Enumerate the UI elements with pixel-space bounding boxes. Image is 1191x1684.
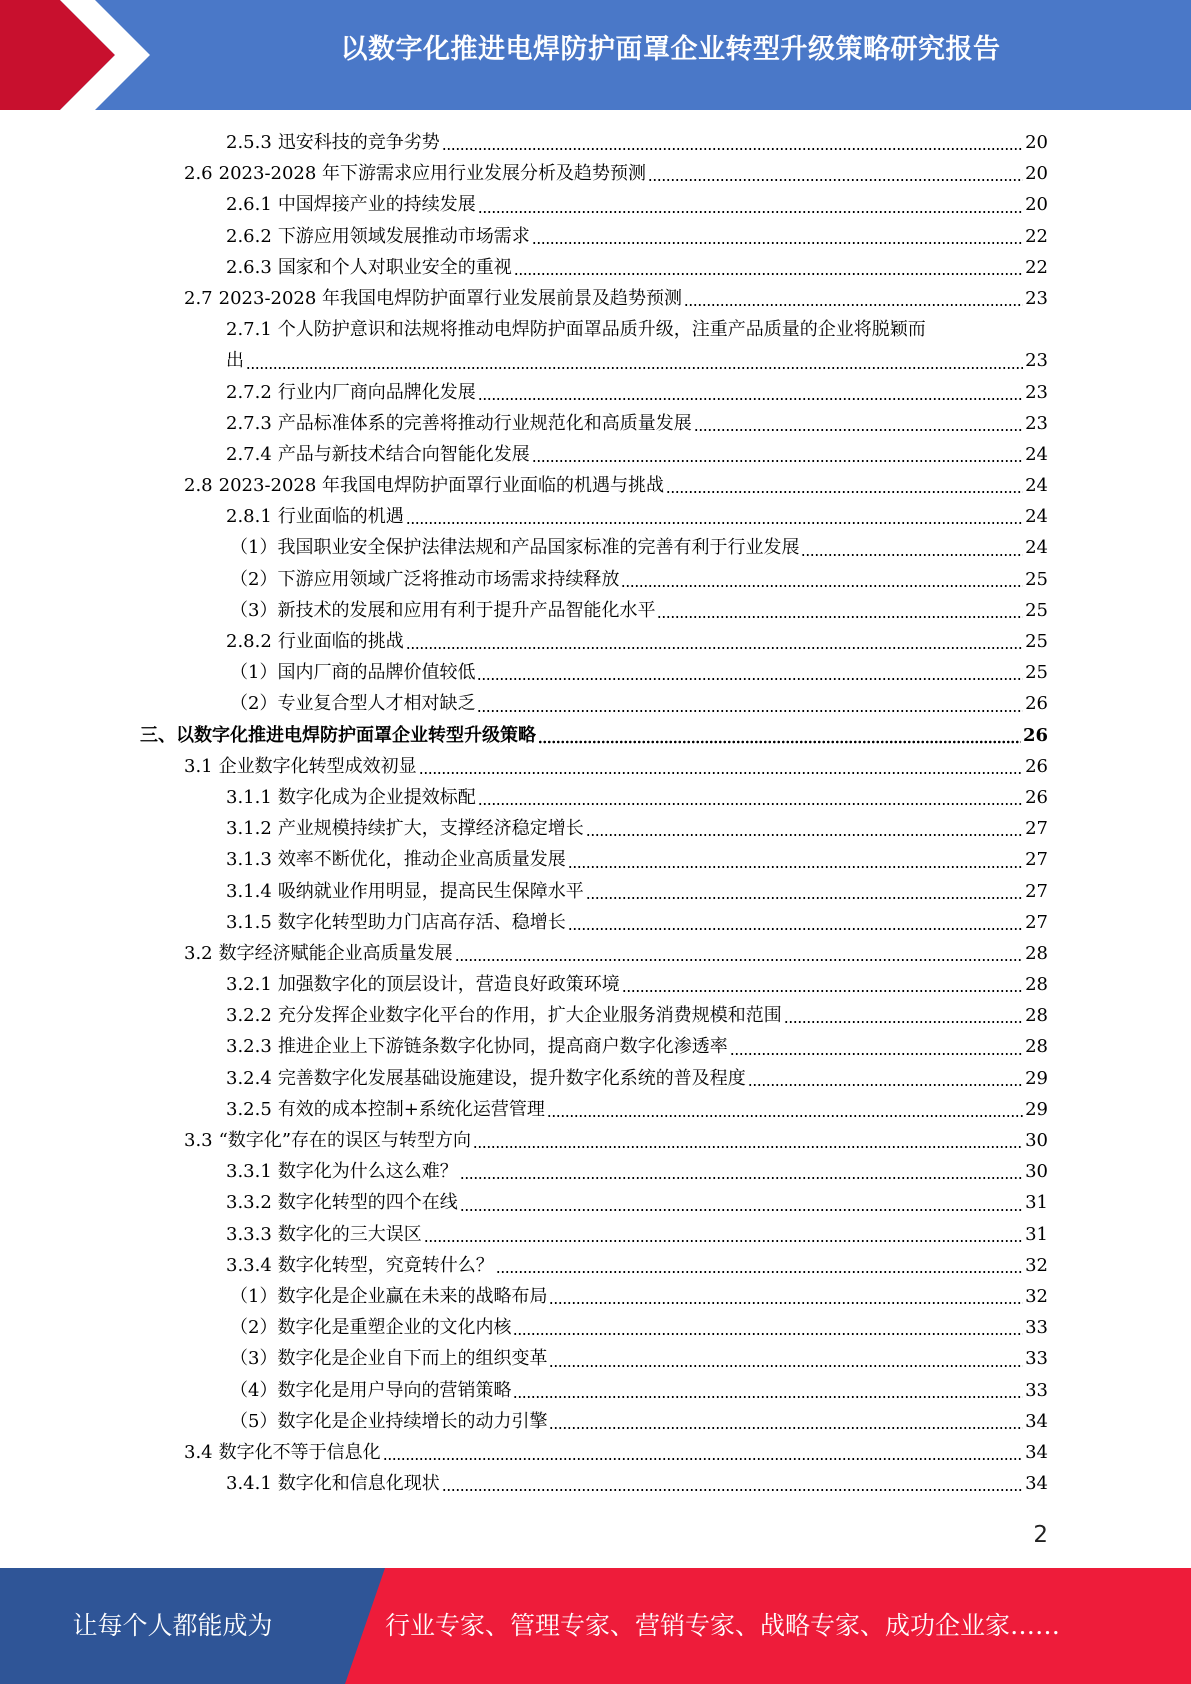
toc-entry[interactable]: [140, 377, 1048, 408]
toc-dot-leader: [621, 578, 1023, 588]
toc-entry[interactable]: [140, 470, 1048, 501]
toc-entry[interactable]: [140, 876, 1048, 907]
toc-dot-leader: [549, 1358, 1023, 1368]
toc-entry-number: 3.1: [184, 755, 213, 777]
toc-entry-title: 数字化成为企业提效标配: [277, 786, 476, 808]
toc-dot-leader: [532, 235, 1023, 245]
toc-entry-page: 24: [1025, 537, 1048, 559]
toc-entry-page: 26: [1022, 724, 1048, 746]
toc-dot-leader: [477, 703, 1023, 713]
toc-entry-page: 34: [1025, 1473, 1048, 1495]
toc-entry-title: 数字化和信息化现状: [277, 1473, 440, 1495]
toc-dot-leader: [406, 640, 1023, 650]
toc-entry-title: 中国焊接产业的持续发展: [277, 194, 476, 216]
toc-entry-number: 3.1.2: [226, 818, 272, 840]
toc-dot-leader: [694, 422, 1023, 432]
toc-entry-title: 产品与新技术结合向智能化发展: [277, 443, 530, 465]
toc-entry-number: 2.8: [184, 475, 213, 497]
toc-entry-number: 2.8.2: [226, 631, 272, 652]
toc-dot-leader: [532, 453, 1023, 463]
toc-entry-title: 迅安科技的竞争劣势: [277, 131, 440, 153]
toc-entry-number: 2.7.4: [226, 443, 272, 465]
toc-entry-title: 数字化是重塑企业的文化内核: [277, 1317, 512, 1339]
toc-dot-leader: [513, 1326, 1023, 1336]
toc-entry-page: 33: [1025, 1379, 1048, 1401]
toc-entry[interactable]: [140, 938, 1048, 969]
toc-dot-leader: [246, 360, 1023, 370]
toc-entry-page: 30: [1025, 1130, 1048, 1151]
toc-dot-leader: [657, 609, 1023, 619]
toc-entry-title: 国内厂商的品牌价值较低: [277, 662, 476, 684]
page-number: 2: [1033, 1522, 1048, 1548]
toc-entry-title: 数字化转型助力门店高存活、稳增长: [277, 911, 566, 933]
toc-dot-leader: [684, 297, 1023, 307]
toc-entry[interactable]: [140, 1281, 1048, 1312]
toc-entry-page: 28: [1025, 974, 1048, 996]
toc-entry[interactable]: [140, 844, 1048, 875]
toc-entry-title: 2023-2028 年我国电焊防护面罩行业面临的机遇与挑战: [218, 475, 665, 497]
page-header: [0, 0, 1191, 110]
toc-entry-number: 2.8.1: [226, 506, 272, 528]
toc-entry[interactable]: [140, 1375, 1048, 1406]
toc-dot-leader: [478, 204, 1023, 214]
toc-entry-page: 34: [1025, 1441, 1048, 1463]
footer-slogan-left: 让每个人都能成为: [72, 1611, 273, 1640]
toc-entry-page: 33: [1025, 1317, 1048, 1339]
toc-entry[interactable]: [140, 532, 1048, 563]
toc-entry-page: 33: [1025, 1348, 1048, 1370]
toc-entry-title: 数字化是企业持续增长的动力引擎: [277, 1410, 548, 1432]
toc-entry-title: 数字化转型的四个在线: [277, 1192, 458, 1214]
toc-entry-title: 加强数字化的顶层设计，营造良好政策环境: [277, 974, 620, 996]
toc-dot-leader: [586, 890, 1023, 900]
toc-entry[interactable]: [140, 657, 1048, 688]
toc-entry-number: 2.7.2: [226, 381, 272, 403]
toc-entry[interactable]: [140, 158, 1048, 189]
toc-entry-page: 27: [1025, 818, 1048, 840]
toc-entry[interactable]: [140, 127, 1048, 158]
toc-entry-title: 以数字化推进电焊防护面罩企业转型升级策略: [176, 724, 536, 746]
toc-entry[interactable]: [140, 688, 1048, 719]
toc-dot-leader: [538, 734, 1021, 744]
toc-dot-leader: [648, 172, 1023, 182]
toc-entry-number: 2.6: [184, 163, 213, 185]
toc-entry-page: 24: [1025, 475, 1048, 497]
toc-entry-number: 3.3.4: [226, 1254, 272, 1276]
toc-entry[interactable]: [140, 626, 1048, 657]
toc-entry-page: 27: [1025, 880, 1048, 902]
toc-dot-leader: [549, 1295, 1023, 1305]
toc-entry-title: 个人防护意识和法规将推动电焊防护面罩品质升级，注重产品质量的企业将脱颖而: [277, 319, 926, 341]
toc-entry-title: 行业面临的机遇: [277, 506, 404, 528]
toc-entry[interactable]: [140, 283, 1048, 314]
toc-entry[interactable]: [140, 1094, 1048, 1125]
toc-entry[interactable]: [140, 720, 1048, 751]
toc-entry-number: 3.2.2: [226, 1005, 272, 1027]
toc-dot-leader: [406, 515, 1023, 525]
toc-entry[interactable]: [140, 1125, 1048, 1156]
toc-entry-page: 32: [1025, 1285, 1048, 1307]
toc-dot-leader: [513, 1389, 1023, 1399]
toc-entry-number: （2）: [230, 1317, 278, 1339]
toc-entry-number: 3.3: [184, 1130, 213, 1151]
toc-entry-title: “数字化”存在的误区与转型方向: [218, 1130, 472, 1151]
toc-entry-number: 3.3.2: [226, 1192, 272, 1214]
toc-dot-leader: [460, 1170, 1023, 1180]
toc-dot-leader: [455, 952, 1023, 962]
toc-entry-number: 3.2.1: [226, 974, 272, 996]
toc-entry-page: 32: [1025, 1254, 1048, 1276]
toc-dot-leader: [514, 266, 1023, 276]
toc-entry[interactable]: [140, 813, 1048, 844]
toc-dot-leader: [473, 1139, 1023, 1149]
toc-dot-leader: [383, 1451, 1023, 1461]
toc-entry-number: （1）: [230, 1285, 278, 1307]
toc-dot-leader: [419, 765, 1023, 775]
toc-entry-number: 3.2.3: [226, 1036, 272, 1058]
toc-entry[interactable]: [140, 501, 1048, 532]
toc-entry-title: 新技术的发展和应用有利于提升产品智能化水平: [277, 599, 656, 621]
toc-entry-title: 产业规模持续扩大，支撑经济稳定增长: [277, 818, 584, 840]
toc-entry[interactable]: [140, 1468, 1048, 1499]
toc-entry-title: 数字化是企业自下而上的组织变革: [277, 1348, 548, 1370]
toc-entry-number: （5）: [230, 1410, 278, 1432]
toc-entry-number: （1）: [230, 537, 278, 559]
toc-entry-title: 行业面临的挑战: [277, 631, 404, 652]
toc-dot-leader: [568, 921, 1023, 931]
toc-dot-leader: [549, 1420, 1023, 1430]
toc-dot-leader: [586, 827, 1023, 837]
toc-entry-title: 专业复合型人才相对缺乏: [277, 693, 476, 715]
toc-entry-title: 数字经济赋能企业高质量发展: [218, 942, 453, 964]
toc-dot-leader: [478, 391, 1023, 401]
toc-entry-page: 25: [1025, 568, 1048, 590]
toc-entry-page: 24: [1025, 506, 1048, 528]
toc-entry[interactable]: [140, 782, 1048, 813]
toc-entry[interactable]: [140, 1000, 1048, 1031]
header-arrow-decoration: [0, 0, 160, 110]
toc-entry-page: 23: [1025, 287, 1048, 309]
toc-dot-leader: [547, 1108, 1023, 1118]
toc-entry-page: 27: [1025, 849, 1048, 871]
toc-entry[interactable]: [140, 1343, 1048, 1374]
toc-entry-page: 23: [1025, 412, 1048, 434]
toc-entry-title: 国家和个人对职业安全的重视: [277, 256, 512, 278]
toc-dot-leader: [748, 1077, 1023, 1087]
toc-entry-page: 20: [1025, 163, 1048, 185]
toc-entry-number: 2.5.3: [226, 131, 272, 153]
toc-entry[interactable]: [140, 1156, 1048, 1187]
toc-entry-title: 完善数字化发展基础设施建设，提升数字化系统的普及程度: [277, 1067, 746, 1089]
toc-entry[interactable]: [140, 1219, 1048, 1250]
toc-entry[interactable]: [140, 1312, 1048, 1343]
toc-dot-leader: [801, 547, 1023, 557]
toc-dot-leader: [496, 1264, 1023, 1274]
toc-entry-title: 数字化为什么这么难？: [277, 1161, 458, 1183]
toc-entry[interactable]: [140, 595, 1048, 626]
toc-entry[interactable]: [140, 439, 1048, 470]
toc-entry-title: 数字化不等于信息化: [218, 1441, 381, 1463]
toc-entry-number: （1）: [230, 662, 278, 684]
toc-entry-page: 25: [1025, 631, 1048, 652]
toc-entry-page: 34: [1025, 1410, 1048, 1432]
toc-entry-number: 3.1.3: [226, 849, 272, 871]
toc-entry-page: 28: [1025, 1036, 1048, 1058]
toc-entry-number: 2.6.1: [226, 194, 272, 216]
toc-entry-number: 3.2: [184, 942, 213, 964]
toc-entry[interactable]: [140, 408, 1048, 439]
toc-entry-number: 2.7.3: [226, 412, 272, 434]
toc-entry-page: 26: [1025, 755, 1048, 777]
toc-entry[interactable]: [140, 1437, 1048, 1468]
footer-slogan-right: 行业专家、管理专家、营销专家、战略专家、成功企业家……: [385, 1611, 1061, 1640]
toc-entry-title: 行业内厂商向品牌化发展: [277, 381, 476, 403]
toc-entry-title: 我国职业安全保护法律法规和产品国家标准的完善有利于行业发展: [277, 537, 800, 559]
toc-entry-title: 企业数字化转型成效初显: [218, 755, 417, 777]
toc-entry-title: 2023-2028 年我国电焊防护面罩行业发展前景及趋势预测: [218, 287, 683, 309]
toc-dot-leader: [477, 671, 1023, 681]
toc-entry-title: 产品标准体系的完善将推动行业规范化和高质量发展: [277, 412, 692, 434]
page-footer: [0, 1568, 1191, 1684]
toc-entry[interactable]: [140, 564, 1048, 595]
toc-entry[interactable]: [140, 1031, 1048, 1062]
toc-entry-title: 2023-2028 年下游需求应用行业发展分析及趋势预测: [218, 163, 647, 185]
toc-entry-page: 22: [1025, 256, 1048, 278]
toc-entry-number: 2.7.1: [226, 319, 272, 341]
toc-entry-number: 3.3.1: [226, 1161, 272, 1183]
toc-entry[interactable]: [140, 252, 1048, 283]
toc-entry-number: 三、: [140, 724, 176, 746]
toc-entry-page: 28: [1025, 1005, 1048, 1027]
toc-entry-title: 推进企业上下游链条数字化协同，提高商户数字化渗透率: [277, 1036, 728, 1058]
toc-entry-number: （4）: [230, 1379, 278, 1401]
toc-entry-title: 充分发挥企业数字化平台的作用，扩大企业服务消费规模和范围: [277, 1005, 782, 1027]
toc-entry-page: 28: [1025, 942, 1048, 964]
toc-entry-number: 3.1.1: [226, 786, 272, 808]
toc-entry[interactable]: [140, 314, 1048, 376]
toc-entry-number: 3.2.5: [226, 1098, 272, 1120]
toc-dot-leader: [730, 1046, 1023, 1056]
toc-entry-page: 20: [1025, 131, 1048, 153]
toc-dot-leader: [622, 983, 1023, 993]
toc-entry[interactable]: [140, 907, 1048, 938]
toc-entry-number: 3.4: [184, 1441, 213, 1463]
toc-dot-leader: [460, 1202, 1023, 1212]
toc-entry[interactable]: [140, 221, 1048, 252]
toc-entry[interactable]: [140, 1406, 1048, 1437]
toc-entry-number: （3）: [230, 1348, 278, 1370]
toc-entry-number: 3.1.5: [226, 911, 272, 933]
toc-entry-title: 下游应用领域广泛将推动市场需求持续释放: [277, 568, 620, 590]
toc-entry-page: 22: [1025, 225, 1048, 247]
report-title: 以数字化推进电焊防护面罩企业转型升级策略研究报告: [340, 34, 1001, 65]
toc-entry-page: 25: [1025, 662, 1048, 684]
toc-entry-number: 2.6.2: [226, 225, 272, 247]
toc-entry-page: 29: [1025, 1067, 1048, 1089]
toc-entry-number: 3.4.1: [226, 1473, 272, 1495]
toc-entry-number: 2.7: [184, 287, 213, 309]
toc-entry-title-continued: 出: [226, 350, 244, 372]
toc-dot-leader: [442, 141, 1023, 151]
toc-entry[interactable]: [140, 1187, 1048, 1218]
toc-dot-leader: [666, 484, 1023, 494]
toc-entry[interactable]: [140, 969, 1048, 1000]
table-of-contents: [140, 127, 1048, 1499]
toc-entry[interactable]: [140, 1250, 1048, 1281]
toc-entry-number: （3）: [230, 599, 278, 621]
toc-entry-number: 3.2.4: [226, 1067, 272, 1089]
toc-entry-title: 有效的成本控制+系统化运营管理: [277, 1098, 545, 1120]
toc-entry-page: 20: [1025, 194, 1048, 216]
toc-entry-page: 26: [1025, 786, 1048, 808]
toc-entry-title: 数字化是用户导向的营销策略: [277, 1379, 512, 1401]
toc-dot-leader: [424, 1233, 1023, 1243]
toc-entry-title: 数字化转型，究竟转什么？: [277, 1254, 494, 1276]
toc-entry-page: 29: [1025, 1098, 1048, 1120]
toc-dot-leader: [568, 859, 1023, 869]
toc-entry-title: 吸纳就业作用明显，提高民生保障水平: [277, 880, 584, 902]
toc-entry-page: 31: [1025, 1223, 1048, 1245]
toc-entry-number: 3.1.4: [226, 880, 272, 902]
toc-entry[interactable]: [140, 1063, 1048, 1094]
toc-entry-page: 30: [1025, 1161, 1048, 1183]
toc-dot-leader: [478, 796, 1023, 806]
toc-entry[interactable]: [140, 751, 1048, 782]
toc-dot-leader: [784, 1014, 1023, 1024]
toc-entry-number: （2）: [230, 568, 278, 590]
toc-entry-title: 数字化的三大误区: [277, 1223, 422, 1245]
toc-entry-number: （2）: [230, 693, 278, 715]
toc-entry-page: 25: [1025, 599, 1048, 621]
toc-entry-page: 23: [1025, 381, 1048, 403]
toc-entry-title: 效率不断优化，推动企业高质量发展: [277, 849, 566, 871]
toc-entry[interactable]: [140, 189, 1048, 220]
toc-entry-page: 24: [1025, 443, 1048, 465]
toc-entry-title: 数字化是企业赢在未来的战略布局: [277, 1285, 548, 1307]
toc-entry-title: 下游应用领域发展推动市场需求: [277, 225, 530, 247]
toc-dot-leader: [442, 1482, 1023, 1492]
toc-entry-page: 27: [1025, 911, 1048, 933]
toc-entry-number: 3.3.3: [226, 1223, 272, 1245]
toc-entry-page: 23: [1025, 350, 1048, 372]
toc-entry-page: 31: [1025, 1192, 1048, 1214]
toc-entry-page: 26: [1025, 693, 1048, 715]
toc-entry-number: 2.6.3: [226, 256, 272, 278]
